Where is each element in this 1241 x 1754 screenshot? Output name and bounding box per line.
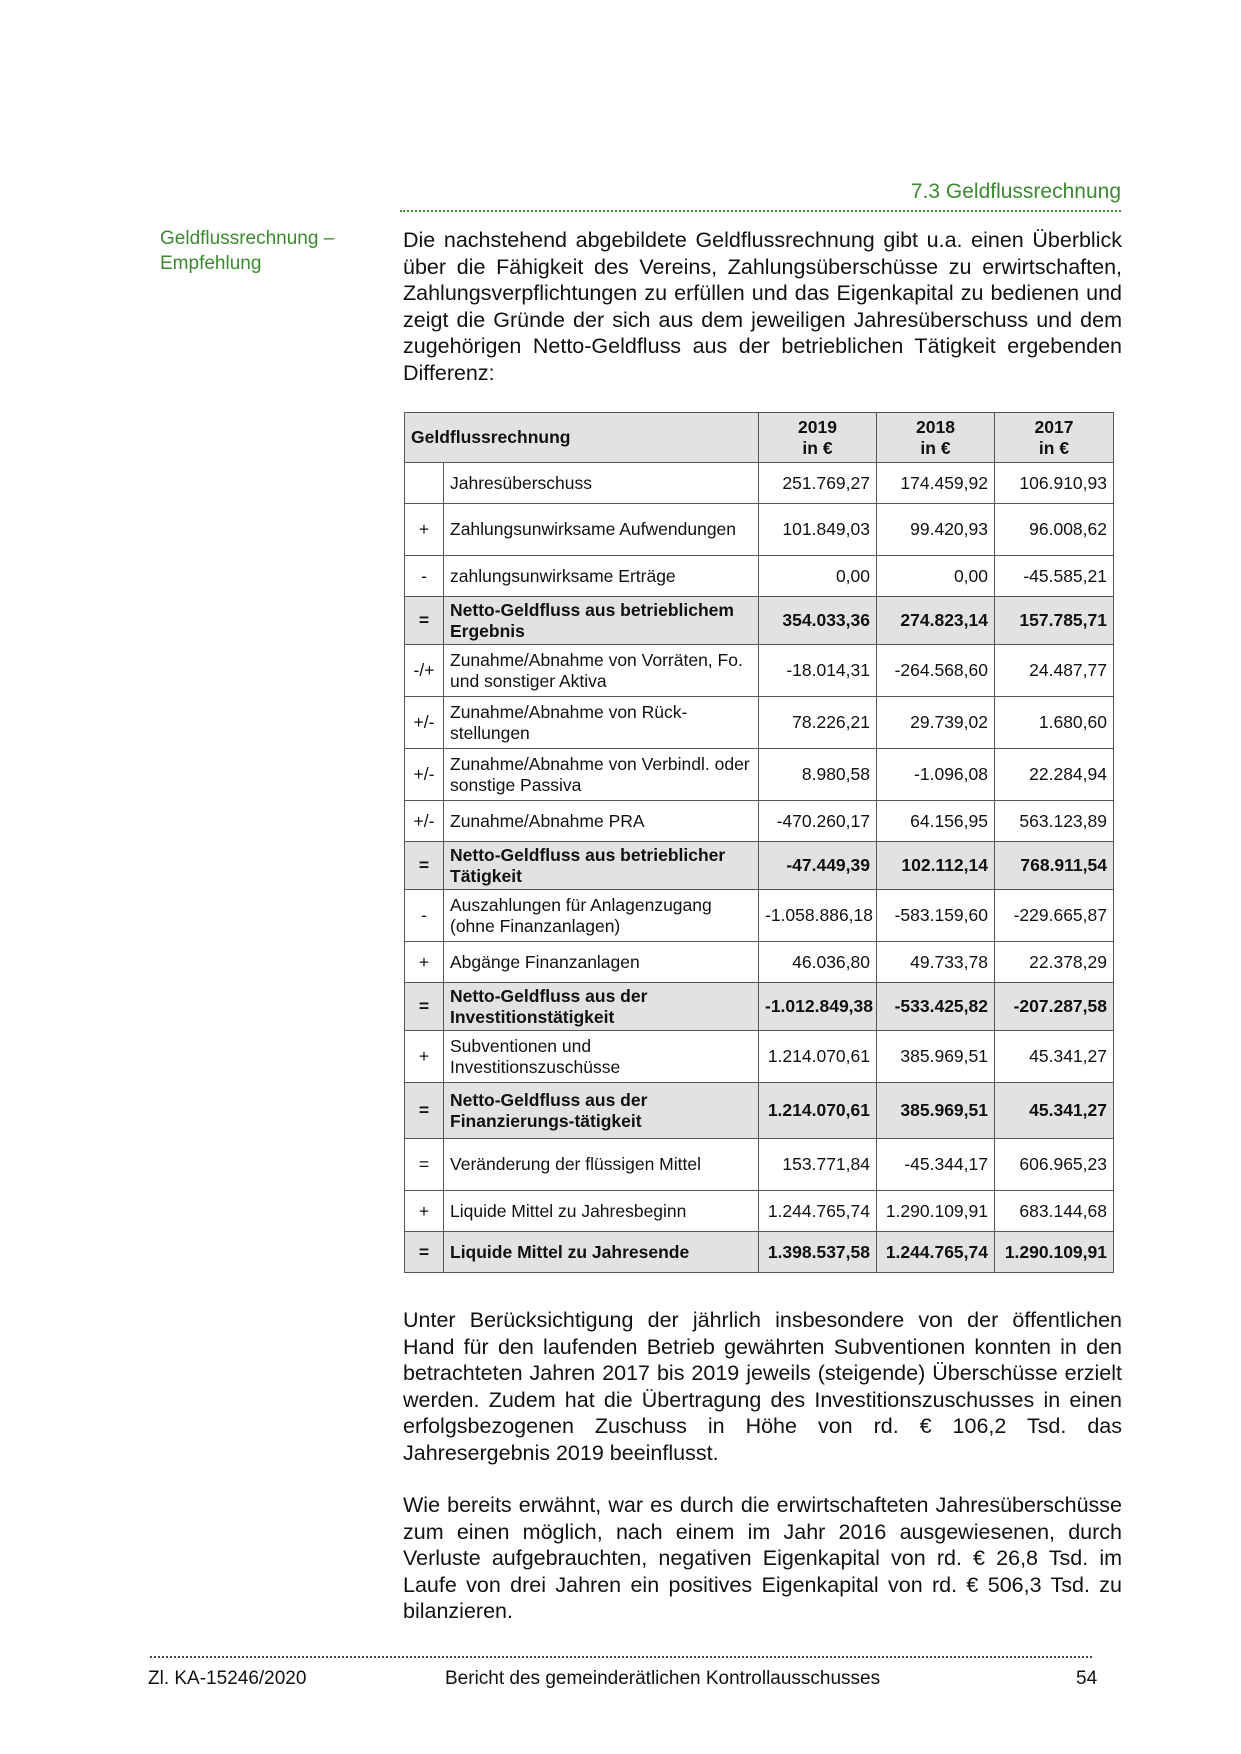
value-2019: 78.226,21 — [759, 697, 877, 749]
table-row — [405, 1232, 1114, 1273]
value-2018: 102.112,14 — [877, 842, 995, 890]
table-header-label: Geldflussrechnung — [405, 413, 759, 463]
footer-reference: Zl. KA-15246/2020 — [148, 1668, 307, 1689]
value-2017: 1.680,60 — [995, 697, 1114, 749]
row-operator: - — [405, 890, 444, 942]
footer-page-number: 54 — [1076, 1668, 1098, 1689]
value-2017: 45.341,27 — [995, 1083, 1114, 1139]
row-label: Zunahme/Abnahme von Rückstellungen — [444, 697, 759, 749]
table-row — [405, 697, 1114, 749]
row-label: Liquide Mittel zu Jahresende — [444, 1232, 759, 1273]
value-2019: 251.769,27 — [759, 463, 877, 504]
row-operator: +/- — [405, 749, 444, 801]
table-row — [405, 1139, 1114, 1191]
section-title: 7.3 Geldflussrechnung — [910, 180, 1121, 203]
margin-note-line-2: Empfehlung — [160, 253, 262, 274]
value-2018: 99.420,93 — [877, 504, 995, 556]
row-label: Abgänge Finanzanlagen — [444, 942, 759, 983]
value-2019: -18.014,31 — [759, 645, 877, 697]
table-row — [405, 645, 1114, 697]
row-label: Subventionen und Investitionszuschüsse — [444, 1031, 759, 1083]
row-label: Netto-Geldfluss aus betrieblichem Ergebnis — [444, 597, 759, 645]
row-label: zahlungsunwirksame Erträge — [444, 556, 759, 597]
value-2019: 0,00 — [759, 556, 877, 597]
value-2017: 24.487,77 — [995, 645, 1114, 697]
value-2019: -47.449,39 — [759, 842, 877, 890]
row-operator: -/+ — [405, 645, 444, 697]
row-label: Zunahme/Abnahme von Verbindl. oder sonstige Passiva — [444, 749, 759, 801]
table-row — [405, 890, 1114, 942]
row-label: Auszahlungen für Anlagenzugang (ohne Finanzanlagen) — [444, 890, 759, 942]
table-row — [405, 597, 1114, 645]
value-2019: 101.849,03 — [759, 504, 877, 556]
table-header-row — [405, 413, 1114, 463]
value-2019: 1.214.070,61 — [759, 1031, 877, 1083]
value-2018: -533.425,82 — [877, 983, 995, 1031]
header-unit: in € — [802, 437, 833, 458]
table-row — [405, 842, 1114, 890]
row-operator: + — [405, 942, 444, 983]
table-row — [405, 1083, 1114, 1139]
value-2018: -583.159,60 — [877, 890, 995, 942]
value-2018: 1.290.109,91 — [877, 1191, 995, 1232]
value-2019: 1.398.537,58 — [759, 1232, 877, 1273]
header-unit: in € — [920, 437, 951, 458]
paragraph-equity: Wie bereits erwähnt, war es durch die erwirtschafteten Jahresüberschüsse zum einen möglich, nach einem im Jahr 2016 ausgewiesenen, durch Verluste aufgebrauchten, negativen Eigenkapital von rd. € 26,8 Tsd. im Laufe von drei Jahren ein positives Eigenkapital von rd. € 506,3 Tsd. zu bilanzieren. — [403, 1493, 1122, 1623]
table-row — [405, 504, 1114, 556]
value-2018: -264.568,60 — [877, 645, 995, 697]
value-2019: 8.980,58 — [759, 749, 877, 801]
margin-note — [160, 226, 370, 276]
value-2017: 45.341,27 — [995, 1031, 1114, 1083]
table-row — [405, 801, 1114, 842]
row-operator: +/- — [405, 697, 444, 749]
table-row — [405, 463, 1114, 504]
row-label: Zunahme/Abnahme von Vorräten, Fo. und sonstiger Aktiva — [444, 645, 759, 697]
paragraph-subsidies: Unter Berücksichtigung der jährlich insbesondere von der öffentlichen Hand für den laufenden Betrieb gewährten Subventionen konnten in den betrachteten Jahren 2017 bis 2019 jeweils (steigende) Überschüsse erzielt werden. Zudem hat die Übertragung des Investitionszuschusses in einen erfolgsbezogenen Zuschuss in Höhe von rd. € 106,2 Tsd. das Jahresergebnis 2019 beeinflusst. — [403, 1308, 1122, 1465]
header-year: 2017 — [1034, 416, 1074, 437]
table-row — [405, 942, 1114, 983]
row-label: Zahlungsunwirksame Aufwendungen — [444, 504, 759, 556]
row-operator: + — [405, 1191, 444, 1232]
table-header-2019 — [759, 413, 877, 463]
value-2019: 1.244.765,74 — [759, 1191, 877, 1232]
value-2017: 22.284,94 — [995, 749, 1114, 801]
value-2018: 49.733,78 — [877, 942, 995, 983]
value-2018: -1.096,08 — [877, 749, 995, 801]
row-label: Netto-Geldfluss aus der Investitionstätigkeit — [444, 983, 759, 1031]
value-2019: -1.012.849,38 — [759, 983, 877, 1031]
table-row — [405, 983, 1114, 1031]
value-2017: 96.008,62 — [995, 504, 1114, 556]
row-label: Jahresüberschuss — [444, 463, 759, 504]
row-operator: = — [405, 1083, 444, 1139]
cashflow-table — [404, 412, 1114, 1273]
row-operator: +/- — [405, 801, 444, 842]
value-2018: 64.156,95 — [877, 801, 995, 842]
table-body — [405, 463, 1114, 1273]
row-operator: = — [405, 983, 444, 1031]
row-operator: + — [405, 504, 444, 556]
value-2019: 46.036,80 — [759, 942, 877, 983]
value-2018: 174.459,92 — [877, 463, 995, 504]
row-label: Liquide Mittel zu Jahresbeginn — [444, 1191, 759, 1232]
value-2017: 606.965,23 — [995, 1139, 1114, 1191]
value-2017: 22.378,29 — [995, 942, 1114, 983]
row-operator — [405, 463, 444, 504]
value-2019: 1.214.070,61 — [759, 1083, 877, 1139]
value-2017: 683.144,68 — [995, 1191, 1114, 1232]
footer-divider — [150, 1656, 1092, 1658]
header-year: 2018 — [916, 416, 955, 437]
row-operator: + — [405, 1031, 444, 1083]
row-operator: = — [405, 1232, 444, 1273]
section-header — [400, 180, 1121, 212]
value-2019: -470.260,17 — [759, 801, 877, 842]
value-2018: 274.823,14 — [877, 597, 995, 645]
value-2018: 385.969,51 — [877, 1083, 995, 1139]
value-2017: 1.290.109,91 — [995, 1232, 1114, 1273]
row-operator: = — [405, 842, 444, 890]
value-2017: 563.123,89 — [995, 801, 1114, 842]
value-2018: -45.344,17 — [877, 1139, 995, 1191]
row-label: Netto-Geldfluss aus betrieblicher Tätigkeit — [444, 842, 759, 890]
value-2017: 157.785,71 — [995, 597, 1114, 645]
row-operator: = — [405, 597, 444, 645]
table-row — [405, 1031, 1114, 1083]
table-row — [405, 749, 1114, 801]
value-2018: 385.969,51 — [877, 1031, 995, 1083]
value-2018: 1.244.765,74 — [877, 1232, 995, 1273]
value-2019: -1.058.886,18 — [759, 890, 877, 942]
header-unit: in € — [1038, 437, 1070, 458]
value-2019: 153.771,84 — [759, 1139, 877, 1191]
table-row — [405, 1191, 1114, 1232]
row-operator: - — [405, 556, 444, 597]
table-row — [405, 556, 1114, 597]
row-label: Zunahme/Abnahme PRA — [444, 801, 759, 842]
margin-note-line-1: Geldflussrechnung – — [160, 228, 335, 249]
value-2017: 768.911,54 — [995, 842, 1114, 890]
value-2017: -229.665,87 — [995, 890, 1114, 942]
row-label: Veränderung der flüssigen Mittel — [444, 1139, 759, 1191]
intro-paragraph: Die nachstehend abgebildete Geldflussrechnung gibt u.a. einen Überblick über die Fähigkeit des Vereins, Zahlungsüberschüsse zu erwirtschaften, Zahlungsverpflichtungen zu erfüllen und das Eigenkapital zu bedienen und zeigt die Gründe der sich aus dem jeweiligen Jahresüberschuss und dem zugehörigen Netto-Geldfluss aus der betrieblichen Tätigkeit ergebenden Differenz: — [403, 228, 1122, 385]
table-header-2017 — [995, 413, 1114, 463]
row-operator: = — [405, 1139, 444, 1191]
header-year: 2019 — [798, 416, 837, 437]
table-header-2018 — [877, 413, 995, 463]
value-2017: -207.287,58 — [995, 983, 1114, 1031]
value-2017: -45.585,21 — [995, 556, 1114, 597]
row-label: Netto-Geldfluss aus der Finanzierungs-tätigkeit — [444, 1083, 759, 1139]
value-2019: 354.033,36 — [759, 597, 877, 645]
value-2017: 106.910,93 — [995, 463, 1114, 504]
value-2018: 0,00 — [877, 556, 995, 597]
value-2018: 29.739,02 — [877, 697, 995, 749]
footer-report-title: Bericht des gemeinderätlichen Kontrollausschusses — [445, 1668, 881, 1689]
